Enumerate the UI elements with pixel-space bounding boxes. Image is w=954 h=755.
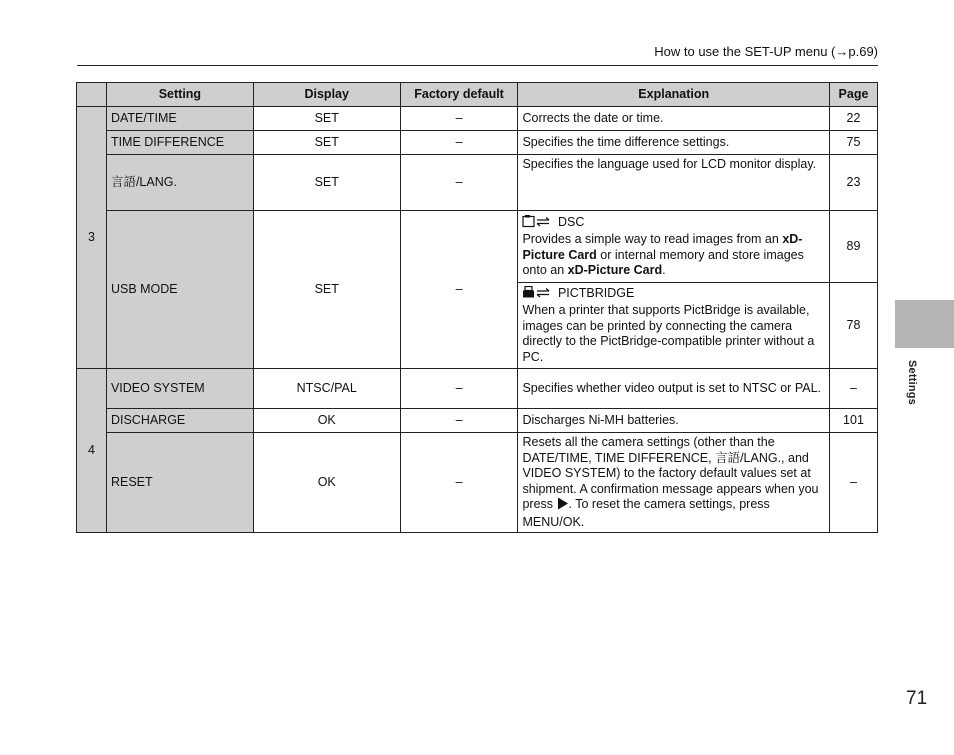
explanation: Specifies the language used for LCD monitor display. <box>518 155 830 211</box>
settings-table <box>76 82 878 533</box>
explanation: Specifies the time difference settings. <box>518 131 830 155</box>
section-label: Settings <box>906 360 918 405</box>
dsc-title-line <box>522 215 825 233</box>
page-ref: 101 <box>829 409 877 433</box>
page-number: 71 <box>906 688 928 709</box>
page-ref: 22 <box>829 107 877 131</box>
factory-default: – <box>400 131 518 155</box>
factory-default: – <box>400 155 518 211</box>
dsc-description: Provides a simple way to read images from an xD-Picture Card or internal memory and store images onto an xD-Picture Card. <box>522 232 804 277</box>
header-rule <box>77 65 878 66</box>
column-header-page: Page <box>829 83 877 107</box>
pictbridge-title: PICTBRIDGE <box>557 285 635 300</box>
explanation: Specifies whether video output is set to NTSC or PAL. <box>518 369 830 409</box>
page-ref: 89 <box>829 211 877 283</box>
table-row <box>77 107 878 131</box>
setting-name: TIME DIFFERENCE <box>106 131 253 155</box>
table-row <box>77 369 878 409</box>
table-row <box>77 211 878 283</box>
display-value: OK <box>253 433 400 533</box>
factory-default: – <box>400 369 518 409</box>
page-ref: – <box>829 433 877 533</box>
table-row <box>77 409 878 433</box>
display-value: SET <box>253 155 400 211</box>
pictbridge-title-line <box>522 286 825 304</box>
display-value: SET <box>253 107 400 131</box>
setting-name: USB MODE <box>106 211 253 369</box>
factory-default: – <box>400 211 518 369</box>
explanation-reset: Resets all the camera settings (other than the DATE/TIME, TIME DIFFERENCE, 言語/LANG., and VIDEO SYSTEM) to the factory default values set at shipment. A confirmation message appears when you press . To reset the camera settings, press MENU/OK. <box>518 433 830 533</box>
factory-default: – <box>400 107 518 131</box>
pictbridge-description: When a printer that supports PictBridge is available, images can be printed by connecting the camera directly to the PictBridge-compatible printer without a PC. <box>522 303 815 364</box>
setting-name: DISCHARGE <box>106 409 253 433</box>
group-number: 4 <box>77 369 107 533</box>
display-value: OK <box>253 409 400 433</box>
table-row <box>77 131 878 155</box>
display-value: SET <box>253 131 400 155</box>
display-value: NTSC/PAL <box>253 369 400 409</box>
page-ref: 78 <box>829 283 877 369</box>
factory-default: – <box>400 409 518 433</box>
column-header-explanation: Explanation <box>518 83 830 107</box>
section-tab <box>895 300 954 348</box>
printer-connect-icon <box>522 286 554 304</box>
dsc-title: DSC <box>557 214 585 229</box>
play-right-icon <box>557 497 569 515</box>
table-row <box>77 433 878 533</box>
setting-name: 言語/LANG. <box>106 155 253 211</box>
column-header-display: Display <box>253 83 400 107</box>
setting-name: DATE/TIME <box>106 107 253 131</box>
page-ref: – <box>829 369 877 409</box>
page-ref: 75 <box>829 131 877 155</box>
table-header-row <box>77 83 878 107</box>
column-header-group <box>77 83 107 107</box>
setting-name: VIDEO SYSTEM <box>106 369 253 409</box>
factory-default: – <box>400 433 518 533</box>
camera-connect-icon <box>522 215 554 233</box>
setting-name: RESET <box>106 433 253 533</box>
column-header-factory-default: Factory default <box>400 83 518 107</box>
explanation: Discharges Ni-MH batteries. <box>518 409 830 433</box>
explanation: Corrects the date or time. <box>518 107 830 131</box>
running-header: How to use the SET-UP menu (→p.69) <box>654 44 878 59</box>
page-ref: 23 <box>829 155 877 211</box>
group-number: 3 <box>77 107 107 369</box>
table-row <box>77 155 878 211</box>
explanation-pictbridge <box>518 283 830 369</box>
column-header-setting: Setting <box>106 83 253 107</box>
display-value: SET <box>253 211 400 369</box>
explanation-dsc <box>518 211 830 283</box>
